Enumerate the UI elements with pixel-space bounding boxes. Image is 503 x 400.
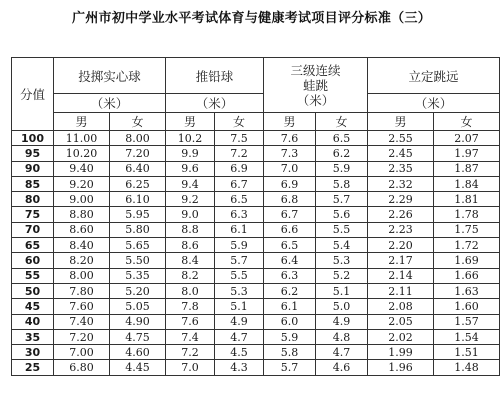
male-header: 男 [368,113,434,131]
score-value: 30 [12,345,54,360]
male-value: 7.80 [54,283,110,298]
female-value: 1.72 [434,238,500,253]
female-value: 1.54 [434,329,500,344]
score-value: 50 [12,283,54,298]
male-value: 9.6 [166,161,215,176]
male-value: 2.11 [368,283,434,298]
female-header: 女 [110,113,166,131]
female-value: 5.1 [215,299,264,314]
female-value: 6.7 [215,176,264,191]
event-header-triple-frog-jump [264,58,368,113]
male-value: 7.60 [54,299,110,314]
male-value: 7.6 [264,131,316,146]
female-header: 女 [215,113,264,131]
male-value: 5.7 [264,360,316,375]
male-value: 10.20 [54,146,110,161]
male-value: 7.3 [264,146,316,161]
male-header: 男 [54,113,110,131]
female-value: 5.0 [316,299,368,314]
female-value: 5.20 [110,283,166,298]
male-value: 8.2 [166,268,215,283]
female-value: 1.63 [434,283,500,298]
score-value: 40 [12,314,54,329]
male-value: 8.20 [54,253,110,268]
table-body [12,131,500,376]
female-header: 女 [316,113,368,131]
male-value: 6.9 [264,176,316,191]
event-header-standing-long-jump: 立定跳远 [368,58,500,94]
female-value: 5.95 [110,207,166,222]
female-value: 6.40 [110,161,166,176]
score-value: 25 [12,360,54,375]
female-value: 5.3 [215,283,264,298]
male-value: 6.80 [54,360,110,375]
male-value: 1.99 [368,345,434,360]
female-value: 1.78 [434,207,500,222]
male-value: 2.08 [368,299,434,314]
female-value: 7.20 [110,146,166,161]
table-row [12,360,500,375]
female-value: 4.60 [110,345,166,360]
female-value: 4.90 [110,314,166,329]
scoring-table [11,57,500,376]
female-value: 1.60 [434,299,500,314]
female-value: 4.7 [316,345,368,360]
female-value: 1.87 [434,161,500,176]
table-row [12,299,500,314]
event-name-line1: 三级连续 [290,62,341,78]
score-value: 75 [12,207,54,222]
female-value: 4.6 [316,360,368,375]
male-value: 6.1 [264,299,316,314]
male-value: 6.3 [264,268,316,283]
score-value: 90 [12,161,54,176]
female-value: 5.5 [316,222,368,237]
score-value: 45 [12,299,54,314]
male-value: 8.0 [166,283,215,298]
table-row [12,131,500,146]
female-value: 6.25 [110,176,166,191]
table-row [12,345,500,360]
male-value: 2.35 [368,161,434,176]
female-header: 女 [434,113,500,131]
female-value: 1.81 [434,192,500,207]
female-value: 4.7 [215,329,264,344]
female-value: 1.48 [434,360,500,375]
score-value: 85 [12,176,54,191]
female-value: 1.75 [434,222,500,237]
event-name-line2: 蛙跳 [303,77,329,93]
event-header-shot-ball: 投掷实心球 [54,58,166,94]
female-value: 5.50 [110,253,166,268]
table-row [12,238,500,253]
table-row [12,314,500,329]
male-value: 2.26 [368,207,434,222]
male-value: 6.4 [264,253,316,268]
female-value: 1.69 [434,253,500,268]
score-value: 60 [12,253,54,268]
male-value: 8.6 [166,238,215,253]
female-value: 5.9 [316,161,368,176]
male-value: 6.5 [264,238,316,253]
male-header: 男 [166,113,215,131]
male-value: 5.8 [264,345,316,360]
female-value: 5.35 [110,268,166,283]
female-value: 5.80 [110,222,166,237]
female-value: 4.75 [110,329,166,344]
female-value: 6.10 [110,192,166,207]
female-value: 5.3 [316,253,368,268]
table-row [12,176,500,191]
male-value: 7.0 [264,161,316,176]
male-value: 1.96 [368,360,434,375]
male-value: 2.23 [368,222,434,237]
score-value: 80 [12,192,54,207]
male-value: 6.0 [264,314,316,329]
male-value: 6.8 [264,192,316,207]
male-value: 10.2 [166,131,215,146]
female-value: 5.9 [215,238,264,253]
male-value: 7.4 [166,329,215,344]
male-value: 7.20 [54,329,110,344]
male-value: 11.00 [54,131,110,146]
table-row [12,253,500,268]
event-header-shot-put: 推铅球 [166,58,264,94]
male-value: 2.29 [368,192,434,207]
male-value: 8.00 [54,268,110,283]
male-value: 9.2 [166,192,215,207]
table-row [12,161,500,176]
score-value: 70 [12,222,54,237]
female-value: 6.5 [215,192,264,207]
male-value: 7.6 [166,314,215,329]
female-value: 5.8 [316,176,368,191]
female-value: 4.9 [215,314,264,329]
female-value: 1.84 [434,176,500,191]
female-value: 6.1 [215,222,264,237]
female-value: 4.3 [215,360,264,375]
female-value: 6.2 [316,146,368,161]
male-header: 男 [264,113,316,131]
score-value: 35 [12,329,54,344]
event-unit: （米） [368,94,500,113]
table-row [12,268,500,283]
table-row [12,207,500,222]
female-value: 5.4 [316,238,368,253]
table-row [12,283,500,298]
female-value: 5.05 [110,299,166,314]
score-value: 95 [12,146,54,161]
female-value: 5.65 [110,238,166,253]
female-value: 1.97 [434,146,500,161]
female-value: 5.6 [316,207,368,222]
male-value: 9.40 [54,161,110,176]
female-value: 5.7 [316,192,368,207]
male-value: 7.2 [166,345,215,360]
male-value: 7.0 [166,360,215,375]
female-value: 7.5 [215,131,264,146]
table-row [12,192,500,207]
event-unit: （米） [166,94,264,113]
male-value: 2.14 [368,268,434,283]
male-value: 9.4 [166,176,215,191]
score-column-header: 分值 [12,58,54,131]
male-value: 8.4 [166,253,215,268]
male-value: 9.9 [166,146,215,161]
table-row [12,329,500,344]
event-unit: （米） [296,92,335,108]
female-value: 1.66 [434,268,500,283]
male-value: 6.2 [264,283,316,298]
female-value: 7.2 [215,146,264,161]
score-value: 100 [12,131,54,146]
table-row [12,146,500,161]
male-value: 5.9 [264,329,316,344]
male-value: 2.32 [368,176,434,191]
female-value: 1.51 [434,345,500,360]
male-value: 7.8 [166,299,215,314]
event-unit: （米） [54,94,166,113]
male-value: 8.80 [54,207,110,222]
male-value: 2.20 [368,238,434,253]
male-value: 9.20 [54,176,110,191]
score-value: 65 [12,238,54,253]
page-title: 广州市初中学业水平考试体育与健康考试项目评分标准（三） [71,11,432,26]
male-value: 8.60 [54,222,110,237]
female-value: 5.7 [215,253,264,268]
female-value: 4.9 [316,314,368,329]
female-value: 5.2 [316,268,368,283]
female-value: 2.07 [434,131,500,146]
male-value: 2.55 [368,131,434,146]
table-row [12,222,500,237]
female-value: 4.8 [316,329,368,344]
male-value: 9.0 [166,207,215,222]
female-value: 5.5 [215,268,264,283]
male-value: 2.05 [368,314,434,329]
male-value: 2.02 [368,329,434,344]
female-value: 4.5 [215,345,264,360]
female-value: 6.3 [215,207,264,222]
female-value: 4.45 [110,360,166,375]
female-value: 5.1 [316,283,368,298]
male-value: 2.17 [368,253,434,268]
female-value: 6.5 [316,131,368,146]
female-value: 6.9 [215,161,264,176]
male-value: 8.8 [166,222,215,237]
male-value: 2.45 [368,146,434,161]
male-value: 7.00 [54,345,110,360]
male-value: 9.00 [54,192,110,207]
male-value: 8.40 [54,238,110,253]
score-value: 55 [12,268,54,283]
female-value: 1.57 [434,314,500,329]
male-value: 6.6 [264,222,316,237]
male-value: 7.40 [54,314,110,329]
female-value: 8.00 [110,131,166,146]
male-value: 6.7 [264,207,316,222]
